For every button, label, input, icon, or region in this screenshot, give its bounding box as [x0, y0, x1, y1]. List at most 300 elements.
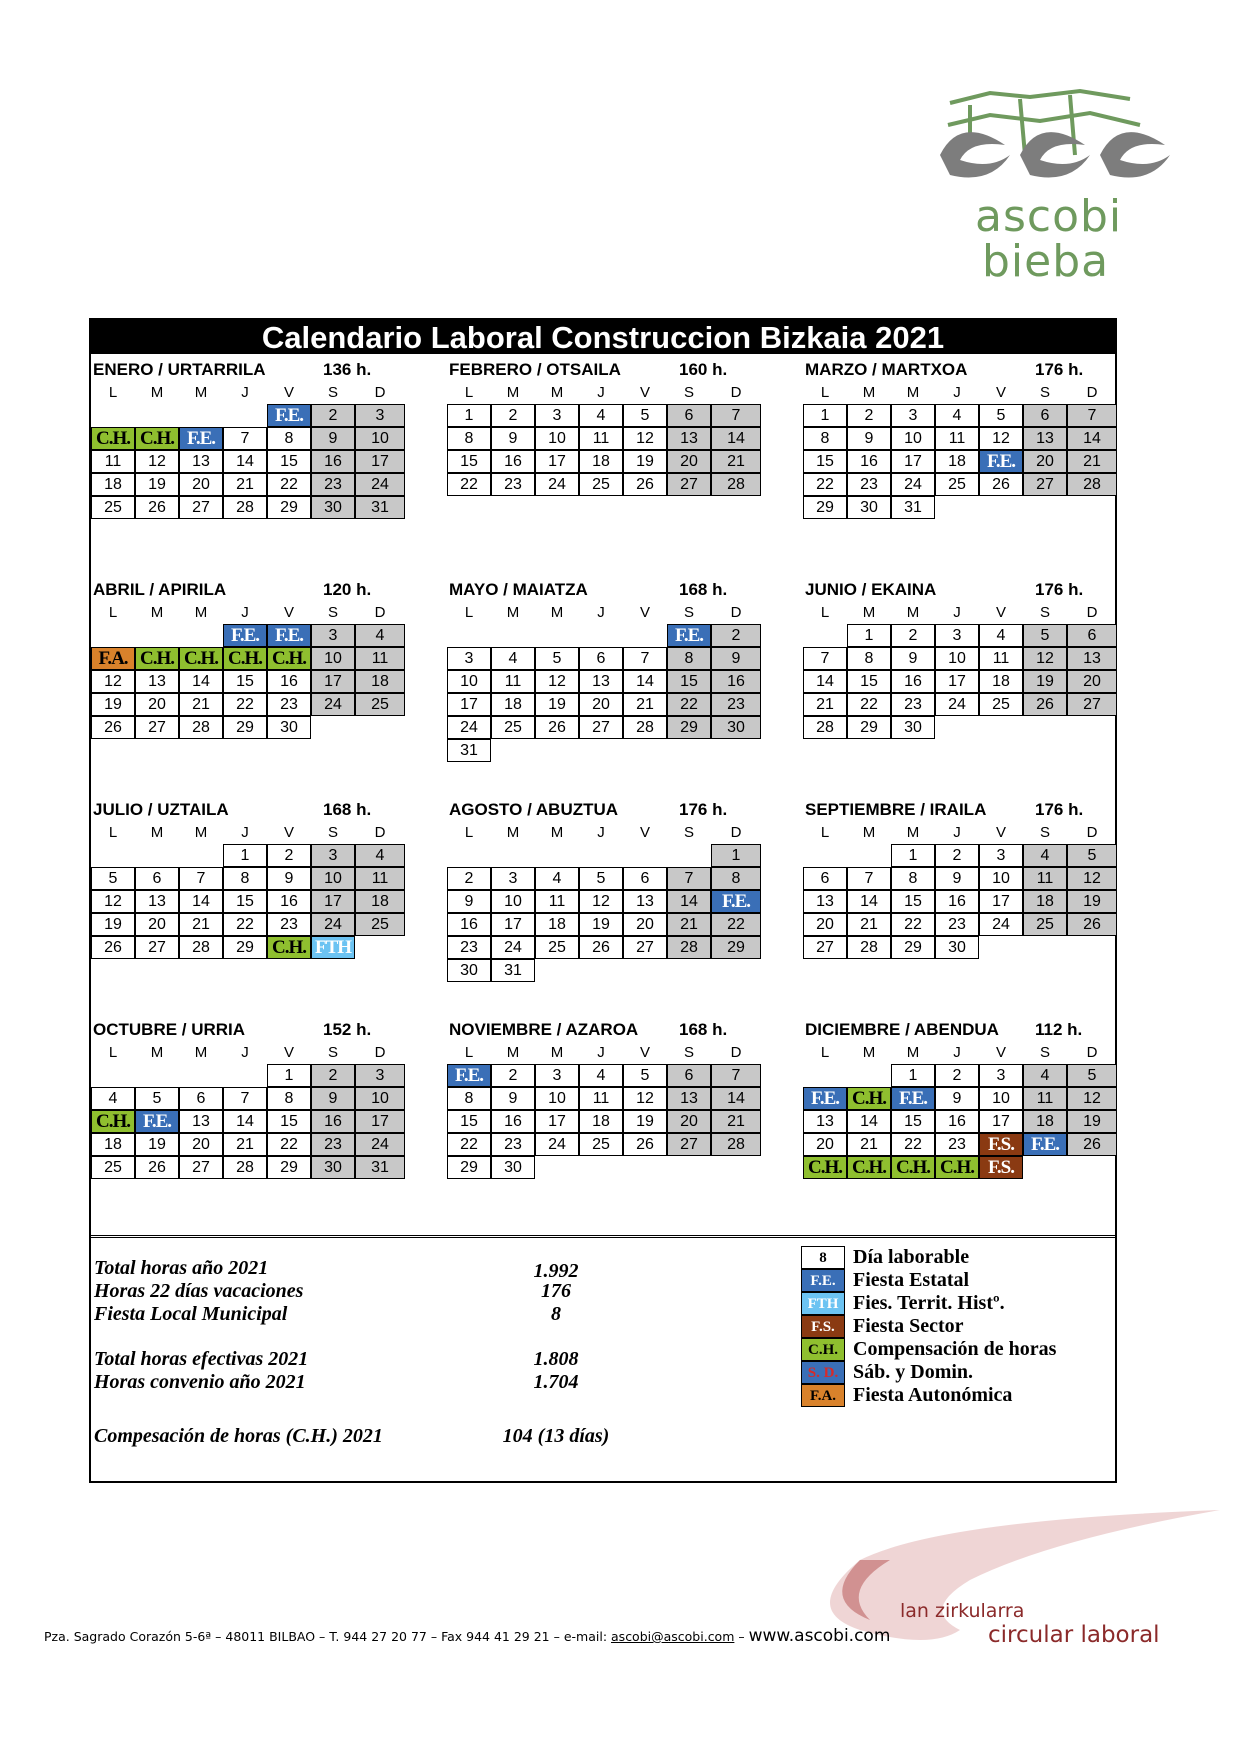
day-cell: 16 — [935, 1110, 979, 1133]
day-cell: 4 — [535, 867, 579, 890]
day-cell: 22 — [891, 913, 935, 936]
day-cell: 27 — [179, 1156, 223, 1179]
day-cell: C.H. — [91, 1110, 135, 1133]
day-cell: 21 — [711, 450, 761, 473]
week-row — [447, 890, 761, 913]
legend-text: Fiesta Sector — [853, 1315, 964, 1337]
day-cell — [979, 496, 1023, 519]
day-name: M — [906, 1044, 920, 1061]
total-value: 1.992 — [533, 1260, 579, 1282]
day-cell — [179, 844, 223, 867]
day-cell — [1023, 1156, 1067, 1179]
week-row — [91, 936, 405, 959]
day-name: J — [953, 604, 961, 621]
day-cell: C.H. — [223, 647, 267, 670]
day-cell — [711, 959, 761, 982]
day-name: S — [683, 824, 694, 841]
day-name: V — [995, 384, 1006, 401]
day-cell: 28 — [711, 473, 761, 496]
day-name: J — [953, 824, 961, 841]
day-cell: 15 — [447, 450, 491, 473]
day-cell: 29 — [223, 936, 267, 959]
week-row — [91, 496, 405, 519]
day-cell: 30 — [935, 936, 979, 959]
day-cell: 15 — [803, 450, 847, 473]
day-cell: 6 — [1023, 404, 1067, 427]
month-grid — [803, 382, 1117, 519]
day-cell: 23 — [847, 473, 891, 496]
day-cell: 16 — [891, 670, 935, 693]
day-cell: 22 — [667, 693, 711, 716]
day-cell: 21 — [667, 913, 711, 936]
week-row — [447, 913, 761, 936]
day-cell: 26 — [91, 716, 135, 739]
day-cell: 14 — [711, 427, 761, 450]
month-hours: 136 h. — [323, 360, 372, 379]
month-name: JULIO / UZTAILA — [93, 800, 229, 819]
day-cell: F.E. — [267, 624, 311, 647]
day-name: D — [1086, 384, 1098, 401]
day-cell: 11 — [91, 450, 135, 473]
brand2-line2: circular laboral — [988, 1622, 1160, 1648]
day-cell: 28 — [623, 716, 667, 739]
week-row — [447, 1156, 761, 1179]
day-cell: 17 — [311, 670, 355, 693]
logo-line2: bieba — [982, 236, 1110, 287]
day-cell: 25 — [579, 473, 623, 496]
day-cell: 2 — [935, 1064, 979, 1087]
day-name: M — [150, 1044, 164, 1061]
day-cell: 2 — [711, 624, 761, 647]
day-cell: 15 — [891, 1110, 935, 1133]
day-cell — [311, 716, 355, 739]
day-cell: 20 — [623, 913, 667, 936]
day-cell: 9 — [267, 867, 311, 890]
day-cell: 16 — [935, 890, 979, 913]
day-cell: 3 — [535, 404, 579, 427]
day-name: S — [1039, 824, 1050, 841]
day-cell: F.E. — [891, 1087, 935, 1110]
day-cell: 29 — [267, 496, 311, 519]
day-cell: 15 — [447, 1110, 491, 1133]
day-name: L — [820, 604, 830, 621]
week-row — [447, 450, 761, 473]
day-names-row — [91, 1042, 405, 1064]
month-grid — [91, 382, 405, 519]
day-cell: 2 — [935, 844, 979, 867]
day-cell: 7 — [711, 404, 761, 427]
month-grid — [447, 822, 761, 982]
day-cell: C.H. — [91, 427, 135, 450]
day-cell: 23 — [447, 936, 491, 959]
calendar-sheet — [89, 318, 1117, 1483]
day-cell: 22 — [267, 473, 311, 496]
day-cell: 20 — [803, 913, 847, 936]
week-row — [91, 647, 405, 670]
day-cell: 27 — [667, 473, 711, 496]
day-name: D — [374, 824, 386, 841]
day-cell: 20 — [179, 473, 223, 496]
day-name: M — [862, 384, 876, 401]
day-cell: 17 — [355, 1110, 405, 1133]
day-cell: 3 — [979, 1064, 1023, 1087]
day-cell: 24 — [355, 1133, 405, 1156]
day-cell: 22 — [891, 1133, 935, 1156]
day-cell: 8 — [711, 867, 761, 890]
day-cell: 2 — [491, 1064, 535, 1087]
day-name: L — [108, 604, 118, 621]
week-row — [447, 473, 761, 496]
footer — [44, 1626, 890, 1646]
week-row — [803, 936, 1117, 959]
day-name: S — [327, 604, 338, 621]
day-names-row — [447, 382, 761, 404]
week-row — [803, 670, 1117, 693]
day-cell: 22 — [803, 473, 847, 496]
day-names-row — [91, 822, 405, 844]
day-cell: 14 — [667, 890, 711, 913]
day-cell: 4 — [491, 647, 535, 670]
week-row — [803, 1133, 1117, 1156]
day-cell: 9 — [311, 1087, 355, 1110]
day-cell — [447, 624, 491, 647]
day-cell — [979, 716, 1023, 739]
day-cell: 10 — [311, 867, 355, 890]
day-cell: F.E. — [447, 1064, 491, 1087]
day-cell — [623, 1156, 667, 1179]
day-name: M — [506, 604, 520, 621]
day-cell: 6 — [1067, 624, 1117, 647]
day-cell: 25 — [355, 913, 405, 936]
day-name: L — [108, 1044, 118, 1061]
week-row — [447, 1110, 761, 1133]
day-cell — [91, 844, 135, 867]
day-cell: F.E. — [1023, 1133, 1067, 1156]
day-name: M — [906, 604, 920, 621]
day-cell: 13 — [135, 670, 179, 693]
month-grid — [803, 1042, 1117, 1179]
day-cell: 4 — [935, 404, 979, 427]
day-cell: 10 — [979, 1087, 1023, 1110]
day-cell: 20 — [135, 913, 179, 936]
day-cell: 15 — [223, 670, 267, 693]
day-cell: 9 — [935, 867, 979, 890]
day-cell: 22 — [447, 473, 491, 496]
day-cell: C.H. — [935, 1156, 979, 1179]
day-cell: 27 — [1023, 473, 1067, 496]
day-cell: 3 — [491, 867, 535, 890]
day-name: S — [1039, 1044, 1050, 1061]
day-cell: 25 — [535, 936, 579, 959]
day-cell: 23 — [267, 693, 311, 716]
day-cell: 12 — [979, 427, 1023, 450]
day-cell: 18 — [355, 670, 405, 693]
day-cell: 23 — [891, 693, 935, 716]
day-cell: 7 — [223, 427, 267, 450]
day-cell — [847, 844, 891, 867]
day-cell: 20 — [579, 693, 623, 716]
day-cell — [223, 1064, 267, 1087]
day-cell: 23 — [311, 1133, 355, 1156]
day-cell: 12 — [1067, 1087, 1117, 1110]
day-cell — [579, 739, 623, 762]
day-cell: 23 — [935, 913, 979, 936]
day-cell: 6 — [135, 867, 179, 890]
day-cell: 29 — [803, 496, 847, 519]
day-cell: 3 — [355, 404, 405, 427]
day-cell: 3 — [355, 1064, 405, 1087]
day-cell: C.H. — [267, 647, 311, 670]
day-cell: 28 — [179, 716, 223, 739]
day-cell: F.E. — [179, 427, 223, 450]
comp-label: Compesación de horas (C.H.) 2021 — [94, 1425, 383, 1447]
legend-code: F.A. — [801, 1384, 845, 1407]
day-cell — [711, 1156, 761, 1179]
week-row — [803, 1156, 1117, 1179]
day-cell: 13 — [179, 450, 223, 473]
day-cell: 1 — [891, 844, 935, 867]
day-cell — [491, 624, 535, 647]
day-cell: 8 — [667, 647, 711, 670]
week-row — [91, 624, 405, 647]
month-hours: 176 h. — [1035, 800, 1084, 819]
week-row — [803, 473, 1117, 496]
day-name: M — [194, 384, 208, 401]
day-cell — [535, 844, 579, 867]
day-cell — [91, 404, 135, 427]
day-cell: 18 — [579, 1110, 623, 1133]
day-cell: 15 — [267, 1110, 311, 1133]
day-cell: 29 — [267, 1156, 311, 1179]
day-cell: F.E. — [667, 624, 711, 647]
day-cell: 14 — [711, 1087, 761, 1110]
day-cell: 5 — [1067, 844, 1117, 867]
day-cell: 6 — [667, 404, 711, 427]
day-name: M — [506, 384, 520, 401]
day-cell: 11 — [579, 1087, 623, 1110]
day-cell: C.H. — [267, 936, 311, 959]
day-cell: 30 — [711, 716, 761, 739]
day-cell: 16 — [847, 450, 891, 473]
day-cell: 21 — [223, 473, 267, 496]
day-cell: 17 — [891, 450, 935, 473]
day-cell: 17 — [311, 890, 355, 913]
day-cell: 23 — [935, 1133, 979, 1156]
day-cell: C.H. — [803, 1156, 847, 1179]
day-cell: 30 — [891, 716, 935, 739]
week-row — [447, 716, 761, 739]
week-row — [91, 1087, 405, 1110]
week-row — [91, 1064, 405, 1087]
day-name: L — [464, 1044, 474, 1061]
week-row — [803, 1064, 1117, 1087]
legend-code: S. D. — [801, 1361, 845, 1384]
day-cell: 9 — [711, 647, 761, 670]
week-row — [803, 404, 1117, 427]
day-name: M — [150, 384, 164, 401]
day-cell: 26 — [623, 473, 667, 496]
day-cell: 24 — [491, 936, 535, 959]
day-name: M — [550, 1044, 564, 1061]
day-cell: 24 — [535, 1133, 579, 1156]
footer-web-link[interactable]: www.ascobi.com — [748, 1626, 891, 1646]
week-row — [447, 959, 761, 982]
day-name: M — [550, 604, 564, 621]
day-name: D — [730, 1044, 742, 1061]
day-cell: 26 — [1023, 693, 1067, 716]
month-grid — [803, 822, 1117, 959]
day-name: J — [953, 384, 961, 401]
day-cell: 6 — [579, 647, 623, 670]
day-cell: 10 — [891, 427, 935, 450]
day-cell: 13 — [1067, 647, 1117, 670]
day-cell — [623, 959, 667, 982]
day-name: M — [506, 824, 520, 841]
day-cell: 5 — [579, 867, 623, 890]
day-cell: 18 — [579, 450, 623, 473]
legend-code: F.S. — [801, 1315, 845, 1338]
day-names-row — [803, 1042, 1117, 1064]
day-cell: 12 — [623, 427, 667, 450]
day-cell: 27 — [623, 936, 667, 959]
day-cell: 7 — [847, 867, 891, 890]
day-cell: 16 — [447, 913, 491, 936]
month-grid — [803, 602, 1117, 739]
footer-address: Pza. Sagrado Corazón 5-6ª – 48011 BILBAO – T. 944 27 20 77 – Fax 944 41 29 21 – e-mail: — [44, 1629, 612, 1644]
day-cell: 30 — [311, 496, 355, 519]
week-row — [803, 450, 1117, 473]
week-row — [91, 450, 405, 473]
day-cell: 14 — [1067, 427, 1117, 450]
day-name: M — [194, 824, 208, 841]
day-cell: 15 — [267, 450, 311, 473]
day-name: V — [639, 384, 650, 401]
day-cell: 30 — [267, 716, 311, 739]
day-cell: 10 — [311, 647, 355, 670]
day-names-row — [803, 382, 1117, 404]
day-name: V — [995, 604, 1006, 621]
day-cell: 9 — [491, 427, 535, 450]
month-name: ENERO / URTARRILA — [93, 360, 266, 379]
day-cell: 7 — [223, 1087, 267, 1110]
day-cell: 9 — [891, 647, 935, 670]
day-cell: 10 — [355, 427, 405, 450]
day-names-row — [803, 602, 1117, 624]
day-cell: 17 — [355, 450, 405, 473]
week-row — [447, 1133, 761, 1156]
week-row — [447, 624, 761, 647]
day-cell: C.H. — [847, 1156, 891, 1179]
day-name: L — [108, 384, 118, 401]
day-cell: 24 — [979, 913, 1023, 936]
day-cell: 19 — [1067, 1110, 1117, 1133]
day-name: M — [906, 384, 920, 401]
day-name: V — [639, 1044, 650, 1061]
day-cell — [535, 1156, 579, 1179]
day-cell — [667, 739, 711, 762]
day-cell: 25 — [355, 693, 405, 716]
day-name: D — [374, 604, 386, 621]
day-name: L — [820, 824, 830, 841]
week-row — [803, 913, 1117, 936]
month-name: FEBRERO / OTSAILA — [449, 360, 621, 379]
day-cell: 16 — [267, 670, 311, 693]
day-cell: 17 — [535, 1110, 579, 1133]
day-name: S — [327, 1044, 338, 1061]
day-name: M — [862, 1044, 876, 1061]
week-row — [803, 1110, 1117, 1133]
day-name: V — [639, 604, 650, 621]
day-cell: 3 — [935, 624, 979, 647]
day-cell: 14 — [847, 1110, 891, 1133]
week-row — [803, 716, 1117, 739]
legend-code: F.E. — [801, 1269, 845, 1292]
week-row — [447, 844, 761, 867]
month-hours: 160 h. — [679, 360, 728, 379]
day-cell: 22 — [223, 693, 267, 716]
day-cell: 26 — [1067, 1133, 1117, 1156]
day-cell: F.E. — [979, 450, 1023, 473]
month-hours: 168 h. — [323, 800, 372, 819]
day-cell: F.E. — [803, 1087, 847, 1110]
day-name: M — [550, 824, 564, 841]
day-cell: 15 — [847, 670, 891, 693]
footer-email-link[interactable]: ascobi@ascobi.com — [611, 1629, 735, 1644]
day-cell: 22 — [711, 913, 761, 936]
day-cell: 13 — [803, 1110, 847, 1133]
day-cell: 24 — [311, 693, 355, 716]
month-name: SEPTIEMBRE / IRAILA — [805, 800, 987, 819]
week-row — [803, 867, 1117, 890]
day-cell — [579, 844, 623, 867]
comp-value: 104 (13 días) — [502, 1425, 610, 1447]
day-cell: 8 — [891, 867, 935, 890]
day-name: D — [730, 824, 742, 841]
day-name: D — [1086, 1044, 1098, 1061]
week-row — [91, 473, 405, 496]
day-cell: 17 — [979, 1110, 1023, 1133]
day-name: L — [820, 1044, 830, 1061]
day-cell: 12 — [91, 890, 135, 913]
brand2-line1: lan zirkularra — [900, 1600, 1025, 1622]
week-row — [91, 1156, 405, 1179]
month-grid — [91, 1042, 405, 1179]
day-cell: 25 — [1023, 913, 1067, 936]
day-name: L — [464, 384, 474, 401]
day-cell: 28 — [667, 936, 711, 959]
day-cell: 23 — [311, 473, 355, 496]
day-name: M — [194, 604, 208, 621]
day-cell: 14 — [223, 1110, 267, 1133]
week-row — [447, 1064, 761, 1087]
day-cell: 19 — [623, 1110, 667, 1133]
day-cell: 7 — [623, 647, 667, 670]
day-cell: 17 — [491, 913, 535, 936]
day-cell: 26 — [135, 496, 179, 519]
vac-label: Horas 22 días vacaciones — [94, 1280, 304, 1302]
day-cell — [491, 844, 535, 867]
day-cell: 28 — [847, 936, 891, 959]
day-cell: 1 — [267, 1064, 311, 1087]
day-cell: F.E. — [135, 1110, 179, 1133]
day-cell: 7 — [667, 867, 711, 890]
day-cell: 25 — [491, 716, 535, 739]
local-label: Fiesta Local Municipal — [94, 1303, 288, 1325]
day-cell: 1 — [847, 624, 891, 647]
day-cell: 20 — [1023, 450, 1067, 473]
day-name: J — [241, 1044, 249, 1061]
day-cell — [91, 624, 135, 647]
